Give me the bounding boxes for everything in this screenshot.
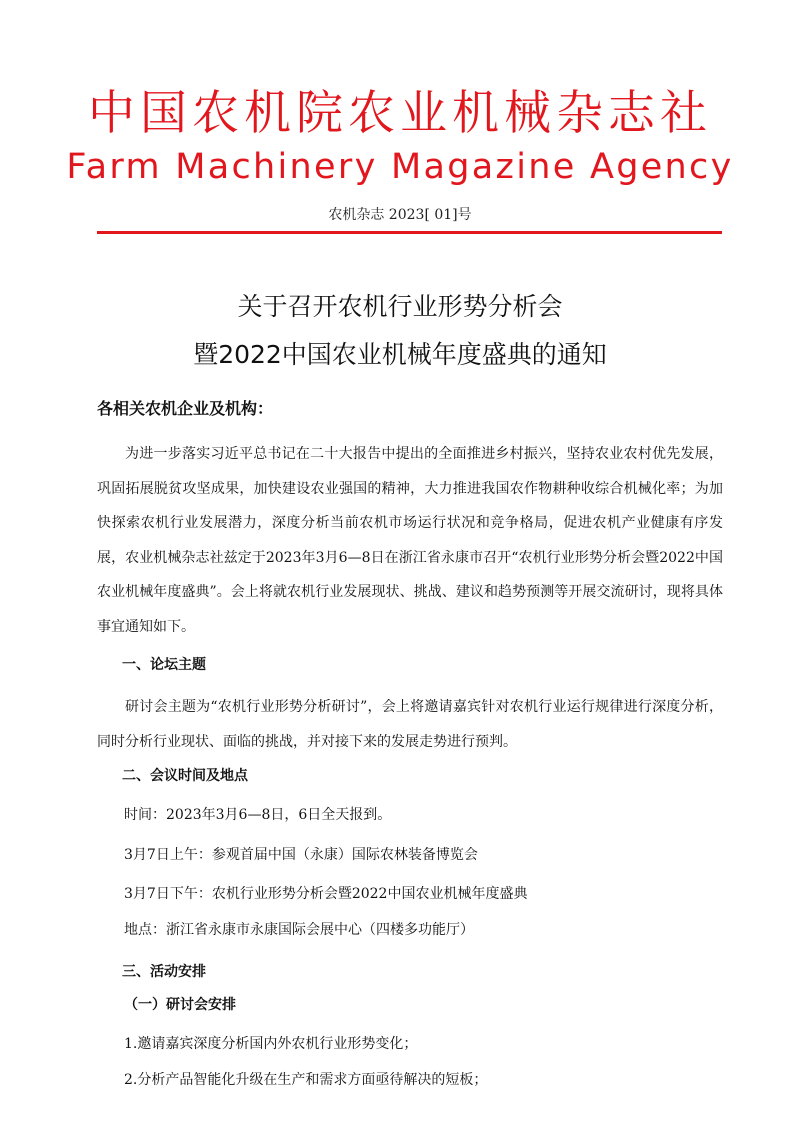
masthead-red-divider bbox=[97, 231, 722, 234]
salutation: 各相关农机企业及机构： bbox=[97, 399, 274, 418]
subsection-heading-seminar: （一）研讨会安排 bbox=[124, 997, 236, 1013]
notice-title-line-1: 关于召开农机行业形势分析会 bbox=[237, 292, 563, 321]
document-number: 农机杂志 2023[ 01]号 bbox=[328, 207, 472, 223]
theme-paragraph: 研讨会主题为“农机行业形势分析研讨”，会上将邀请嘉宾针对农机行业运行规律进行深度分析，同时分析行业现状、面临的挑战，并对接下来的发展走势进行预判。 bbox=[97, 699, 723, 750]
schedule-line-time: 时间：2023年3月6—8日，6日全天报到。 bbox=[124, 807, 392, 823]
intro-paragraph: 为进一步落实习近平总书记在二十大报告中提出的全面推进乡村振兴，坚持农业农村优先发展，巩固拓展脱贫攻坚成果，加快建设农业强国的精神，大力推进我国农作物耕种收综合机械化率；为加快探索农机行业发展潜力，深度分析当前农机市场运行状况和竞争格局，促进农机产业健康有序发展，农业机械杂志社兹定于2023年3月6—8日在浙江省永康市召开“农机行业形势分析会暨2022中国农业机械年度盛典”。会上将就农机行业发展现状、挑战、建议和趋势预测等开展交流研讨，现将具体事宜通知如下。 bbox=[97, 446, 723, 635]
masthead-english-name: Farm Machinery Magazine Agency bbox=[66, 147, 734, 187]
activity-item-1: 1.邀请嘉宾深度分析国内外农机行业形势变化； bbox=[124, 1036, 418, 1052]
masthead-chinese-name: 中国农机院农业机械杂志社 bbox=[88, 86, 712, 141]
notice-title-line-2: 暨2022中国农业机械年度盛典的通知 bbox=[193, 340, 607, 369]
schedule-line-afternoon: 3月7日下午：农机行业形势分析会暨2022中国农业机械年度盛典 bbox=[124, 886, 528, 902]
schedule-line-venue: 地点：浙江省永康市永康国际会展中心（四楼多功能厅） bbox=[124, 922, 474, 938]
schedule-line-morning: 3月7日上午：参观首届中国（永康）国际农林装备博览会 bbox=[124, 847, 478, 863]
section-heading-activities: 三、活动安排 bbox=[122, 964, 206, 980]
activity-item-2: 2.分析产品智能化升级在生产和需求方面亟待解决的短板； bbox=[124, 1072, 488, 1088]
section-heading-time-place: 二、会议时间及地点 bbox=[122, 768, 248, 784]
section-heading-theme: 一、论坛主题 bbox=[122, 657, 206, 673]
